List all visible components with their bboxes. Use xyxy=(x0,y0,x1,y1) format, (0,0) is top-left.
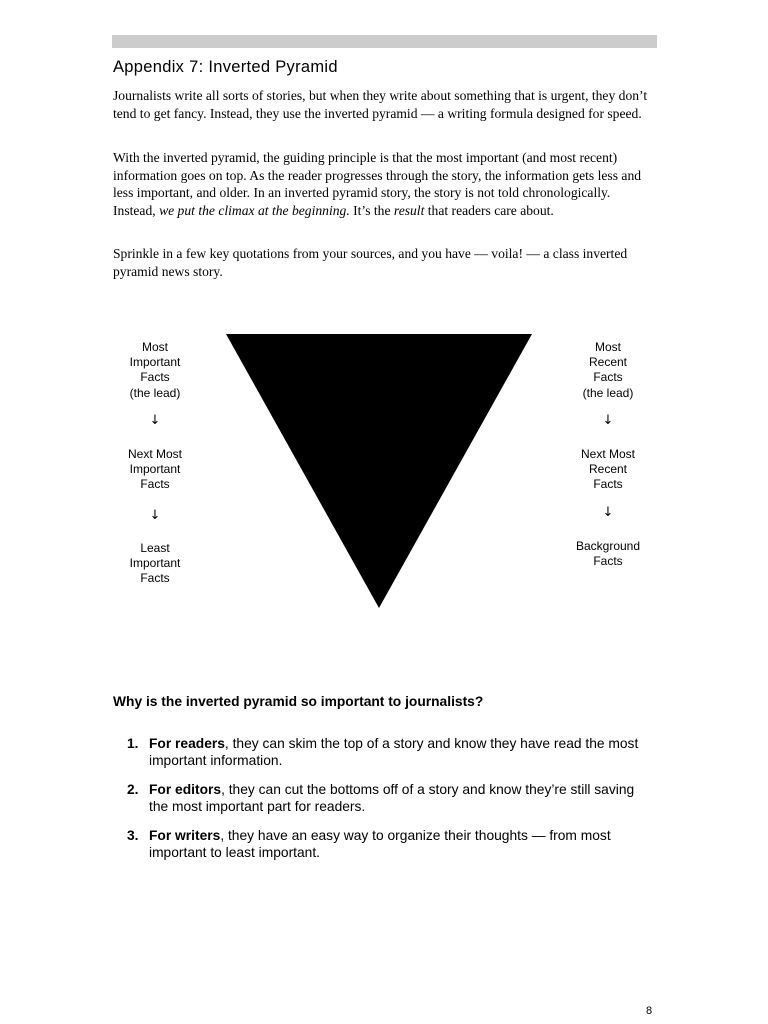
p2-italic-result: result xyxy=(393,202,425,218)
inverted-pyramid-shape xyxy=(226,334,532,609)
page-title: Appendix 7: Inverted Pyramid xyxy=(113,58,338,76)
p2-text-c: that readers care about. xyxy=(424,202,554,218)
left-label-bottom: Least Important Facts xyxy=(129,541,181,586)
right-arrow-1: ↓ xyxy=(602,413,614,428)
header-rule xyxy=(112,35,657,48)
list-item-text: , they can skim the top of a story and know they have read the most important information. xyxy=(149,736,639,768)
list-item-bold: For editors xyxy=(149,782,222,797)
intro-paragraph-3: Sprinkle in a few key quotations from your sources, and you have — voila! — a class inverted pyramid news story. xyxy=(113,246,628,279)
list-item-text: , they can cut the bottoms off of a story and know they’re still saving the most important part for readers. xyxy=(149,782,635,814)
intro-paragraph-1: Journalists write all sorts of stories, but when they write about something that is urgent, they don’t tend to get fancy. Instead, they use the inverted pyramid — a writing formula designed for speed. xyxy=(113,88,648,121)
list-item-bold: For writers xyxy=(149,828,221,843)
left-arrow-1: ↓ xyxy=(149,413,161,428)
left-label-top: Most Important Facts (the lead) xyxy=(129,340,181,400)
reasons-list xyxy=(127,735,657,873)
p2-text-a: With the inverted pyramid, the guiding principle is that the most important (and most recent) information goes on top. As the reader progresses through the story, the information gets less and less important, and older. In an inverted pyramid story, the story is not told chronologically. Instead, xyxy=(113,150,642,218)
list-number: 3. xyxy=(127,828,139,843)
list-number: 1. xyxy=(127,736,139,751)
right-arrow-2: ↓ xyxy=(602,505,614,520)
right-label-bottom: Background Facts xyxy=(575,539,641,569)
list-item xyxy=(127,827,657,861)
intro-paragraph-2 xyxy=(113,149,653,219)
list-item-text: , they have an easy way to organize their thoughts — from most important to least important. xyxy=(149,828,611,860)
question-heading: Why is the inverted pyramid so important to journalists? xyxy=(113,694,484,709)
left-label-middle: Next Most Important Facts xyxy=(127,447,182,492)
list-item-bold: For readers xyxy=(149,736,225,751)
p2-italic-climax: we put the climax at the beginning. xyxy=(159,202,350,218)
left-arrow-2: ↓ xyxy=(149,508,161,523)
list-number: 2. xyxy=(127,782,139,797)
p2-text-b: It’s the xyxy=(349,202,394,218)
list-item xyxy=(127,781,657,815)
list-item xyxy=(127,735,657,769)
right-label-top: Most Recent Facts (the lead) xyxy=(582,340,634,400)
page-number: 8 xyxy=(646,1005,653,1017)
right-label-middle: Next Most Recent Facts xyxy=(580,447,635,492)
